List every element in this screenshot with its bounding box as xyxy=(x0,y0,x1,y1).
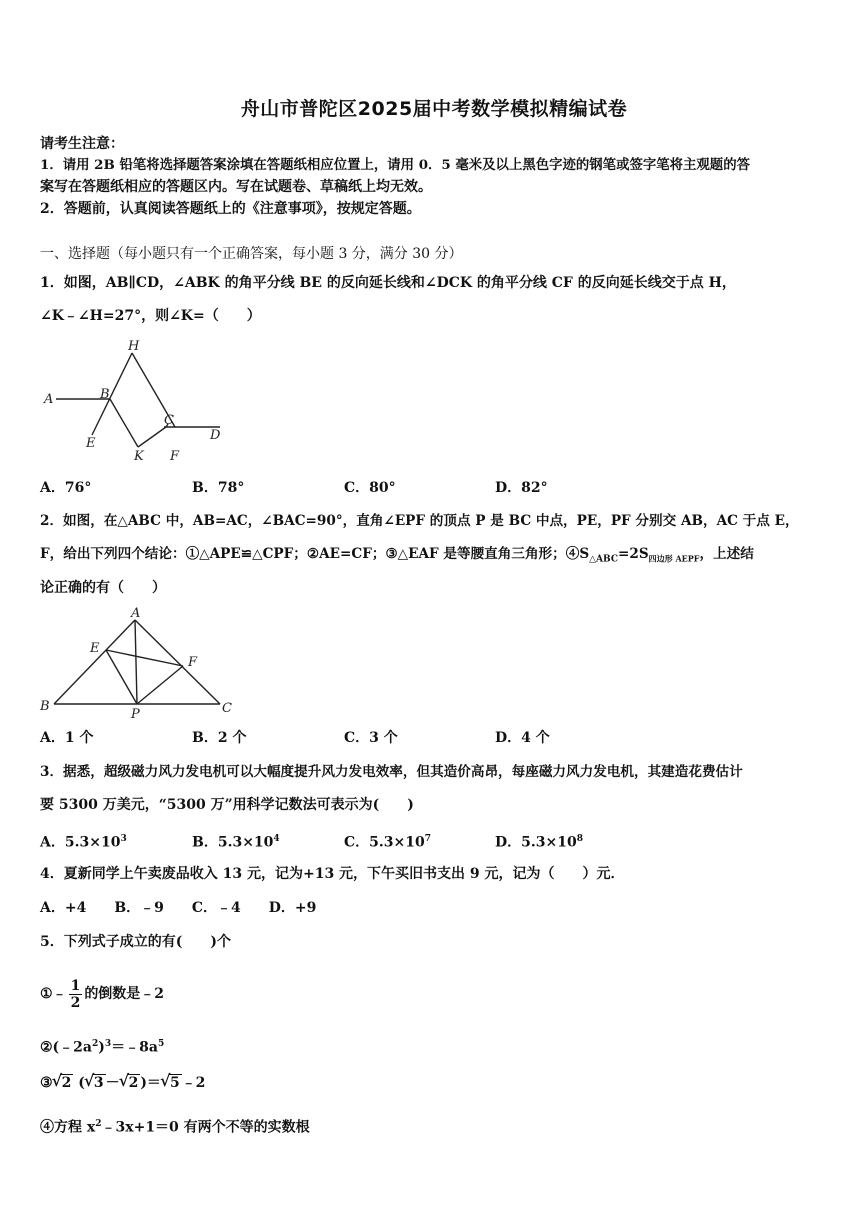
q2-option-d[interactable]: D．4 个 xyxy=(495,730,550,746)
q2-stem-line-2: F，给出下列四个结论：①△APE≌△CPF；②AE=CF；③△EAF 是等腰直角三角形；$④S_{\triangle ABC}=2S_{四边形 AEPF}$，上述结 xyxy=(40,546,754,565)
fraction-one-half: $\frac{1}{2}$ xyxy=(70,977,81,1011)
q2-figure xyxy=(40,606,240,722)
segment-ef xyxy=(106,650,183,666)
label-c: C xyxy=(222,701,232,716)
label-k: K xyxy=(134,449,144,464)
q3-option-b[interactable]: B．$5.3\times 10^4$ xyxy=(192,834,280,851)
q3-stem-line-2: 要 5300 万美元，“5300 万”用科学记数法可表示为( ) xyxy=(40,797,414,813)
q1-option-c[interactable]: C．80° xyxy=(344,480,396,496)
label-c: C xyxy=(164,413,174,428)
notice-heading: 请考生注意： xyxy=(40,136,124,152)
q1-option-b[interactable]: B．78° xyxy=(192,480,245,496)
q3-option-a[interactable]: A．$5.3\times 10^3$ xyxy=(40,834,127,851)
q1-stem-line-1: 1．如图，AB∥CD，∠ABK 的角平分线 BE 的反向延长线和∠DCK 的角平分线 CF 的反向延长线交于点 H， xyxy=(40,275,736,291)
label-e: E xyxy=(90,641,100,656)
label-d: D xyxy=(210,428,221,443)
notice-item-1-line-1: 1．请用 2B 铅笔将选择题答案涂填在答题纸相应位置上，请用 0．5 毫米及以上黑色字迹的钢笔或签字笔将主观题的答 xyxy=(40,157,750,173)
q5-statement-1: ①﹣ $\frac{1}{2}$ 的倒数是﹣2 xyxy=(40,977,165,1011)
line-bk xyxy=(110,399,138,447)
line-eh xyxy=(92,353,132,435)
sqrt-2b: √ 2 xyxy=(128,1074,141,1091)
q1-option-d[interactable]: D．82° xyxy=(495,480,548,496)
q5-stem: 5．下列式子成立的有( )个 xyxy=(40,934,231,950)
line-kc-lower xyxy=(138,427,166,447)
sqrt-5: √ 5 xyxy=(169,1074,182,1091)
segment-ep xyxy=(106,650,137,704)
side-ab xyxy=(54,620,135,704)
section-heading: 一、选择题（每小题只有一个正确答案，每小题 3 分，满分 30 分） xyxy=(40,246,463,262)
label-f: F xyxy=(188,655,198,670)
q5-statement-2: $②(﹣2a^2)^3=﹣8a^5$ xyxy=(40,1039,165,1056)
label-p: P xyxy=(131,707,140,722)
q5-statement-3: ③√ 2 (√ 3 －√ 2 )＝√ 5 ﹣2 xyxy=(40,1073,205,1093)
label-b: B xyxy=(40,699,50,714)
side-ac xyxy=(135,620,220,704)
label-a: A xyxy=(44,392,54,407)
q3-option-d[interactable]: D．$5.3\times 10^8$ xyxy=(495,834,583,851)
q3-option-c[interactable]: C．$5.3\times 10^7$ xyxy=(344,834,431,851)
q1-stem-line-2: ∠K﹣∠H=27°，则∠K=（ ） xyxy=(40,308,261,324)
q5-statement-4: ④方程 $x^2﹣3x+1=0$ 有两个不等的实数根 xyxy=(40,1119,310,1136)
q1-figure xyxy=(40,335,230,465)
q2-stem-line-1: 2．如图，在△ABC 中，AB=AC，∠BAC=90°，直角∠EPF 的顶点 P 是 BC 中点，PE，PF 分别交 AB，AC 于点 E， xyxy=(40,513,799,529)
sqrt-3: √ 3 xyxy=(93,1074,106,1091)
q2-option-a[interactable]: A．1 个 xyxy=(40,730,94,746)
label-e: E xyxy=(86,436,96,451)
sqrt-2: √ 2 xyxy=(61,1074,74,1091)
q4-options[interactable]: A．+4 B．﹣9 C．﹣4 D．+9 xyxy=(40,900,317,916)
notice-item-2: 2．答题前，认真阅读答题纸上的《注意事项》，按规定答题。 xyxy=(40,201,421,217)
segment-ap xyxy=(135,620,137,704)
q2-option-c[interactable]: C．3 个 xyxy=(344,730,398,746)
page-title: 舟山市普陀区2025届中考数学模拟精编试卷 xyxy=(240,98,628,120)
segment-fp xyxy=(137,666,183,704)
q4-stem: 4．夏新同学上午卖废品收入 13 元，记为+13 元，下午买旧书支出 9 元，记为（ ）元． xyxy=(40,866,625,882)
q1-option-a[interactable]: A．76° xyxy=(40,480,92,496)
label-f: F xyxy=(170,449,180,464)
label-a: A xyxy=(131,606,141,621)
q2-stem-line-3: 论正确的有（ ） xyxy=(40,580,166,596)
q3-stem-line-1: 3．据悉，超级磁力风力发电机可以大幅度提升风力发电效率，但其造价高昂，每座磁力风力发电机，其建造花费估计 xyxy=(40,764,743,780)
label-b: B xyxy=(100,387,110,402)
q2-option-b[interactable]: B．2 个 xyxy=(192,730,247,746)
notice-item-1-line-2: 案写在答题纸相应的答题区内。写在试题卷、草稿纸上均无效。 xyxy=(40,179,432,195)
label-h: H xyxy=(128,339,140,354)
